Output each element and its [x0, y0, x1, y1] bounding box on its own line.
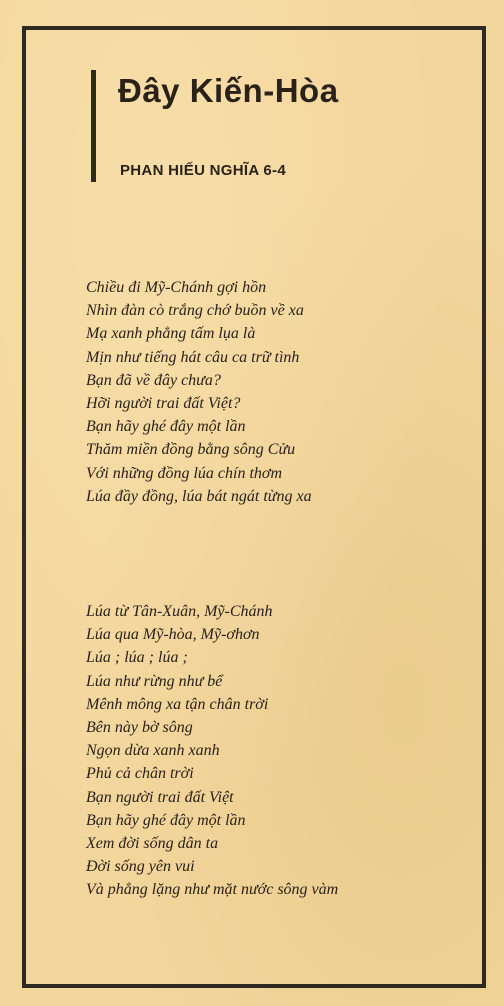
poem-line: Và phẳng lặng như mặt nước sông vàm: [86, 881, 339, 899]
poem-line: Phủ cả chân trời: [86, 765, 194, 783]
poem-line: Lúa từ Tân-Xuân, Mỹ-Chánh: [86, 603, 273, 620]
poem-line: Chiều đi Mỹ-Chánh gợi hồn: [86, 279, 267, 296]
poem-author: PHAN HIẾU NGHĨA 6-4: [120, 162, 286, 179]
poem-line: Lúa ; lúa ; lúa ;: [86, 649, 188, 667]
poem-line: Bạn đã về đây chưa?: [86, 371, 221, 389]
poem-line: Bạn người trai đất Việt: [86, 788, 234, 806]
poem-line: Xem đời sống dân ta: [86, 835, 219, 853]
stanza-2: [86, 600, 338, 902]
poem-line: Lúa như rừng như bể: [86, 672, 223, 690]
poem-line: Nhìn đàn cò trắng chớ buồn về xa: [86, 302, 304, 320]
poem-line: Lúa qua Mỹ-hòa, Mỹ-ơhơn: [86, 626, 260, 644]
title-vertical-rule: [91, 70, 96, 182]
poem-line: Đời sống yên vui: [86, 858, 195, 876]
poem-line: Mênh mông xa tận chân trời: [86, 695, 269, 713]
poem-line: Với những đồng lúa chín thơm: [86, 464, 283, 482]
stanza-1: [86, 276, 312, 508]
poem-line: Bạn hãy ghé đây một lần: [86, 811, 246, 829]
poem-line: Bên này bờ sông: [86, 719, 193, 737]
poem-line: Lúa đầy đồng, lúa bát ngát từng xa: [86, 487, 312, 505]
poem-line: Mạ xanh phẳng tấm lụa là: [86, 325, 256, 343]
poem-line: Bạn hãy ghé đây một lần: [86, 418, 246, 436]
poem-title: Đây Kiến-Hòa: [118, 72, 339, 109]
poem-line: Hỡi người trai đất Việt?: [86, 395, 241, 413]
poem-line: Mịn như tiếng hát câu ca trữ tình: [86, 348, 300, 366]
poem-line: Ngọn dừa xanh xanh: [86, 742, 220, 760]
poem-line: Thăm miền đồng bằng sông Cửu: [86, 441, 296, 459]
